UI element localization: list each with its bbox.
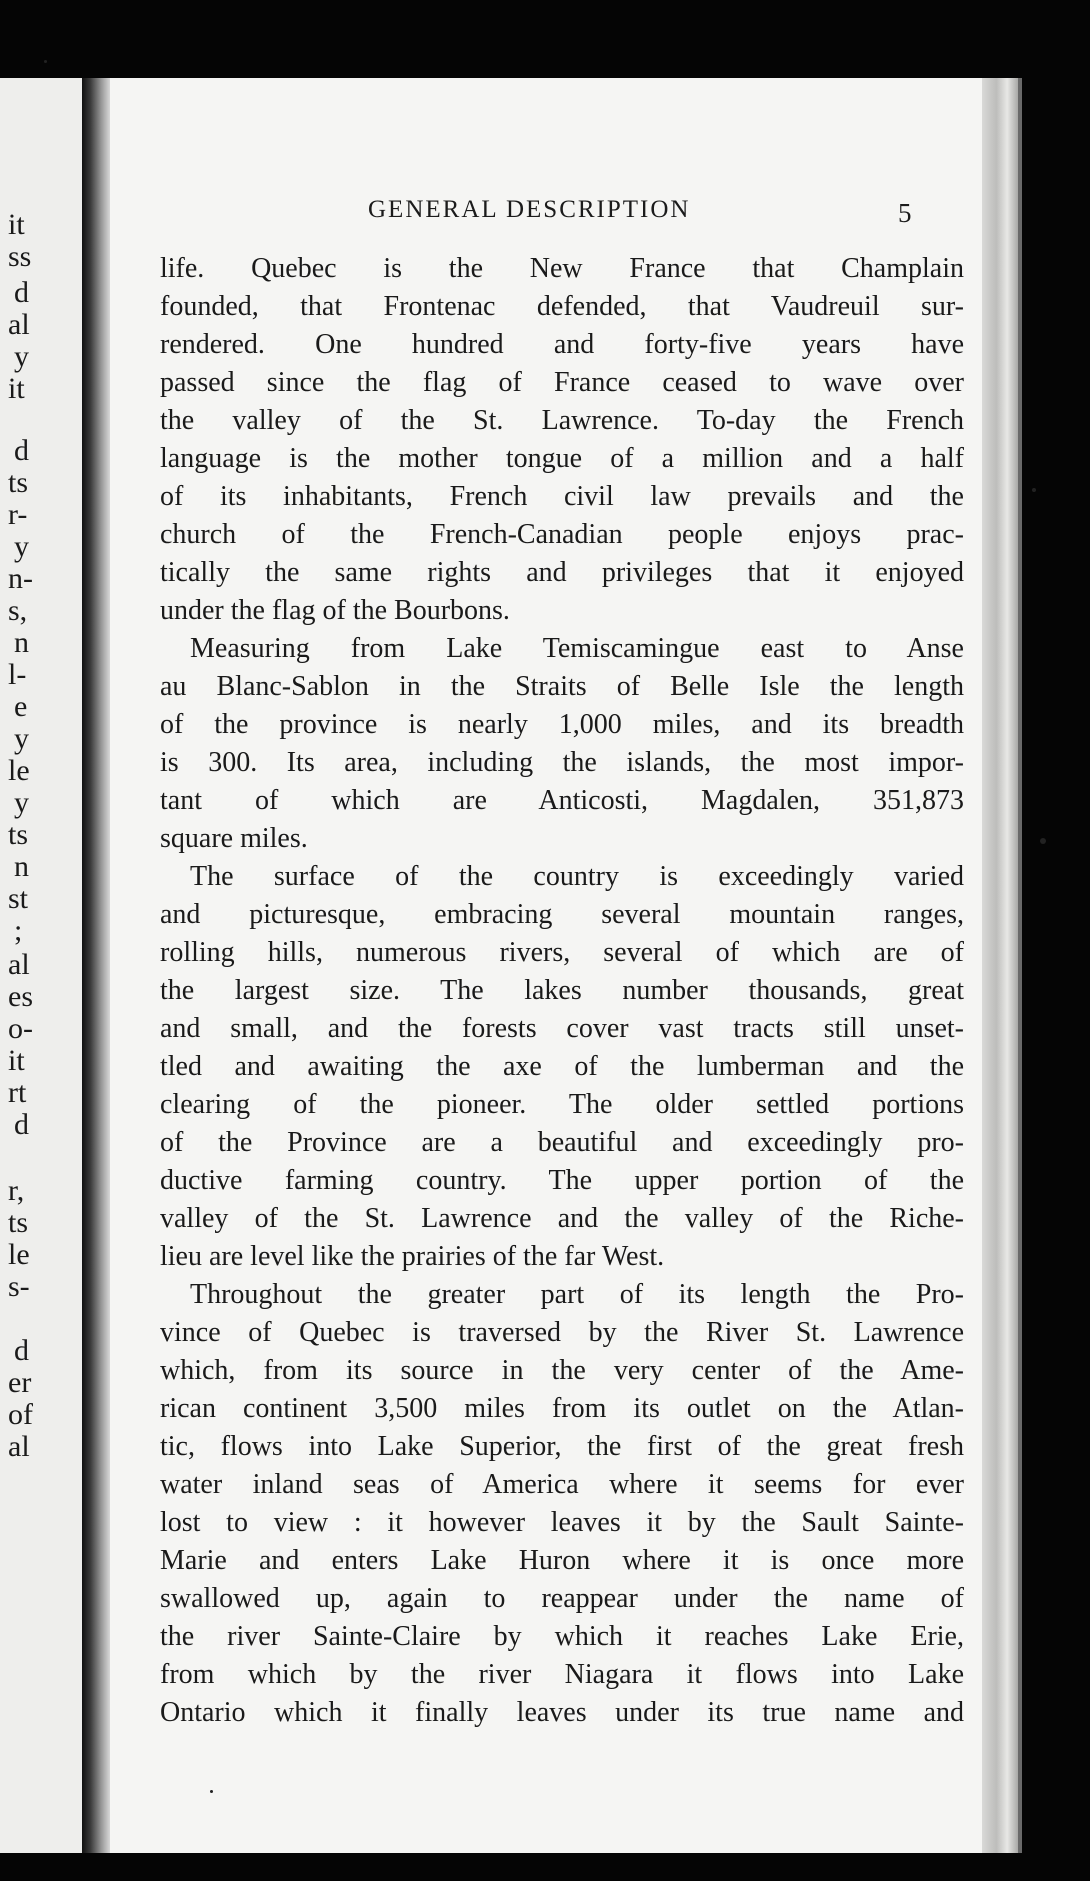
text-line: of the Province are a beautiful and exceedingly pro- [160, 1127, 964, 1158]
prev-page-fragment: n- [8, 562, 33, 595]
prev-page-fragment: s, [8, 594, 28, 627]
prev-page-fragment: r- [8, 498, 28, 531]
text-line: square miles. [160, 823, 308, 854]
text-line: and picturesque, embracing several mountain ranges, [160, 899, 964, 930]
text-line: tled and awaiting the axe of the lumberman and the [160, 1051, 964, 1082]
text-line: swallowed up, again to reappear under the name of [160, 1583, 964, 1614]
book-page [110, 78, 982, 1853]
running-head [110, 196, 982, 236]
text-line: Throughout the greater part of its length the Pro- [190, 1279, 964, 1310]
text-line: lieu are level like the prairies of the far West. [160, 1241, 665, 1272]
prev-page-fragment: d [14, 1108, 29, 1141]
prev-page-fragment: er [8, 1366, 32, 1399]
prev-page-fragment: al [8, 948, 30, 981]
prev-page-fragment: it [8, 1044, 25, 1077]
prev-page-fragment: al [8, 1430, 30, 1463]
book-gutter [82, 78, 110, 1853]
prev-page-fragment: ss [8, 240, 32, 273]
prev-page-fragment: ts [8, 818, 29, 851]
prev-page-fragment: ts [8, 466, 29, 499]
text-line: and small, and the forests cover vast tracts still unset- [160, 1013, 964, 1044]
text-line: passed since the flag of France ceased to wave over [160, 367, 964, 398]
prev-page-fragment: st [8, 882, 29, 915]
text-line: life. Quebec is the New France that Champlain [160, 253, 964, 284]
text-line: rolling hills, numerous rivers, several of which are of [160, 937, 964, 968]
prev-page-fragment: y [14, 722, 29, 755]
prev-page-fragment: it [8, 372, 25, 405]
text-line: The surface of the country is exceedingly varied [190, 861, 964, 892]
prev-page-fragment: y [14, 786, 29, 819]
text-line: Measuring from Lake Temiscamingue east to Anse [190, 633, 964, 664]
prev-page-fragment: d [14, 1334, 29, 1367]
text-line: clearing of the pioneer. The older settled portions [160, 1089, 964, 1120]
page-block-edge [982, 78, 1018, 1853]
page-block-shadow [1018, 78, 1022, 1853]
text-line: ductive farming country. The upper portion of the [160, 1165, 964, 1196]
text-line: valley of the St. Lawrence and the valley of the Riche- [160, 1203, 964, 1234]
text-line: tant of which are Anticosti, Magdalen, 351,873 [160, 785, 964, 816]
text-line: of its inhabitants, French civil law prevails and the [160, 481, 964, 512]
text-line: the valley of the St. Lawrence. To-day the French [160, 405, 964, 436]
prev-page-fragment: es [8, 980, 33, 1013]
prev-page-fragment: al [8, 308, 30, 341]
prev-page-fragment: n [14, 850, 29, 883]
prev-page-fragment: o- [8, 1012, 33, 1045]
text-line: au Blanc-Sablon in the Straits of Belle Isle the length [160, 671, 964, 702]
text-line: of the province is nearly 1,000 miles, and its breadth [160, 709, 964, 740]
text-line: church of the French-Canadian people enjoys prac- [160, 519, 964, 550]
scan-speck [1032, 488, 1036, 492]
previous-page-edge [0, 78, 82, 1853]
prev-page-fragment: y [14, 340, 29, 373]
prev-page-fragment: of [8, 1398, 33, 1431]
prev-page-fragment: le [8, 754, 30, 787]
prev-page-fragment: l- [8, 658, 27, 691]
text-line: founded, that Frontenac defended, that Vaudreuil sur- [160, 291, 964, 322]
prev-page-fragment: r, [8, 1174, 25, 1207]
prev-page-fragment: n [14, 626, 29, 659]
prev-page-fragment: d [14, 276, 29, 309]
text-line: is 300. Its area, including the islands, the most impor- [160, 747, 964, 778]
text-line: the largest size. The lakes number thousands, great [160, 975, 964, 1006]
body-text [160, 250, 964, 1732]
text-line: under the flag of the Bourbons. [160, 595, 510, 626]
prev-page-fragment: y [14, 530, 29, 563]
text-line: tically the same rights and privileges that it enjoyed [160, 557, 964, 588]
running-head-title: GENERAL DESCRIPTION [368, 196, 691, 223]
prev-page-fragment: d [14, 434, 29, 467]
scan-speck [44, 60, 47, 63]
text-line: tic, flows into Lake Superior, the first of the great fresh [160, 1431, 964, 1462]
text-line: rendered. One hundred and forty-five years have [160, 329, 964, 360]
text-line: water inland seas of America where it seems for ever [160, 1469, 964, 1500]
scan-speck [210, 1790, 213, 1793]
text-line: Ontario which it finally leaves under its true name and [160, 1697, 964, 1728]
prev-page-fragment: s- [8, 1270, 30, 1303]
text-line: vince of Quebec is traversed by the River St. Lawrence [160, 1317, 964, 1348]
text-line: language is the mother tongue of a million and a half [160, 443, 964, 474]
prev-page-fragment: ts [8, 1206, 29, 1239]
scan-speck [1040, 838, 1046, 844]
text-line: lost to view : it however leaves it by the Sault Sainte- [160, 1507, 964, 1538]
prev-page-fragment: it [8, 208, 25, 241]
text-line: rican continent 3,500 miles from its outlet on the Atlan- [160, 1393, 964, 1424]
prev-page-fragment: ; [14, 914, 23, 947]
prev-page-fragment: e [14, 690, 28, 723]
text-line: from which by the river Niagara it flows into Lake [160, 1659, 964, 1690]
prev-page-fragment: le [8, 1238, 30, 1271]
text-line: Marie and enters Lake Huron where it is once more [160, 1545, 964, 1576]
page-number: 5 [898, 198, 912, 228]
text-line: which, from its source in the very center of the Ame- [160, 1355, 964, 1386]
prev-page-fragment: rt [8, 1076, 27, 1109]
text-line: the river Sainte-Claire by which it reaches Lake Erie, [160, 1621, 964, 1652]
